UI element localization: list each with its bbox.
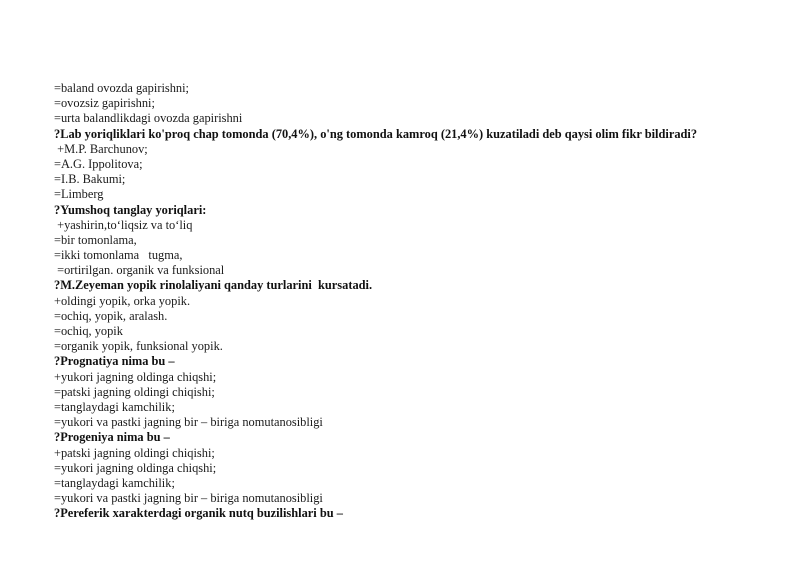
document-text-block xyxy=(54,81,784,521)
answer-line: =Limberg xyxy=(54,187,104,202)
question-line: ?M.Zeyeman yopik rinolaliyani qanday turlarini kursatadi. xyxy=(54,278,373,293)
answer-line: =ochiq, yopik, aralash. xyxy=(54,308,168,323)
answer-line: +M.P. Barchunov; xyxy=(54,141,148,156)
answer-line: =A.G. Ippolitova; xyxy=(54,156,143,171)
answer-line: =ovozsiz gapirishni; xyxy=(54,96,155,111)
answer-line: =bir tomonlama, xyxy=(54,232,137,247)
answer-line: =yukori va pastki jagning bir – biriga nomutanosibligi xyxy=(54,415,323,430)
answer-line: +yashirin,to‘liqsiz va to‘liq xyxy=(54,217,193,232)
answer-line: =tanglaydagi kamchilik; xyxy=(54,399,175,414)
answer-line: +yukori jagning oldinga chiqshi; xyxy=(54,369,217,384)
answer-line: =ikki tomonlama tugma, xyxy=(54,248,183,263)
answer-line: =ochiq, yopik xyxy=(54,324,123,338)
answer-line: =baland ovozda gapirishni; xyxy=(54,81,189,95)
answer-line: +oldingi yopik, orka yopik. xyxy=(54,293,191,308)
answer-line: =yukori jagning oldinga chiqshi; xyxy=(54,460,217,475)
answer-line: =organik yopik, funksional yopik. xyxy=(54,339,223,354)
question-line: ?Lab yoriqliklari ko'proq chap tomonda (70,4%), o'ng tomonda kamroq (21,4%) kuzatiladi deb qaysi olim fikr bildiradi? xyxy=(54,126,698,141)
answer-line: =I.B. Bakumi; xyxy=(54,172,126,187)
answer-line: =yukori va pastki jagning bir – biriga nomutanosibligi xyxy=(54,491,323,506)
answer-line: =urta balandlikdagi ovozda gapirishni xyxy=(54,111,243,126)
answer-line: =ortirilgan. organik va funksional xyxy=(54,263,225,278)
answer-line: =patski jagning oldingi chiqishi; xyxy=(54,384,215,399)
question-line: ?Yumshoq tanglay yoriqlari: xyxy=(54,202,207,217)
answer-line: =tanglaydagi kamchilik; xyxy=(54,475,175,490)
question-line: ?Progeniya nima bu – xyxy=(54,430,170,445)
answer-line: +patski jagning oldingi chiqishi; xyxy=(54,445,215,460)
question-line: ?Prognatiya nima bu – xyxy=(54,354,175,369)
question-line: ?Pereferik xarakterdagi organik nutq buzilishlari bu – xyxy=(54,506,343,521)
